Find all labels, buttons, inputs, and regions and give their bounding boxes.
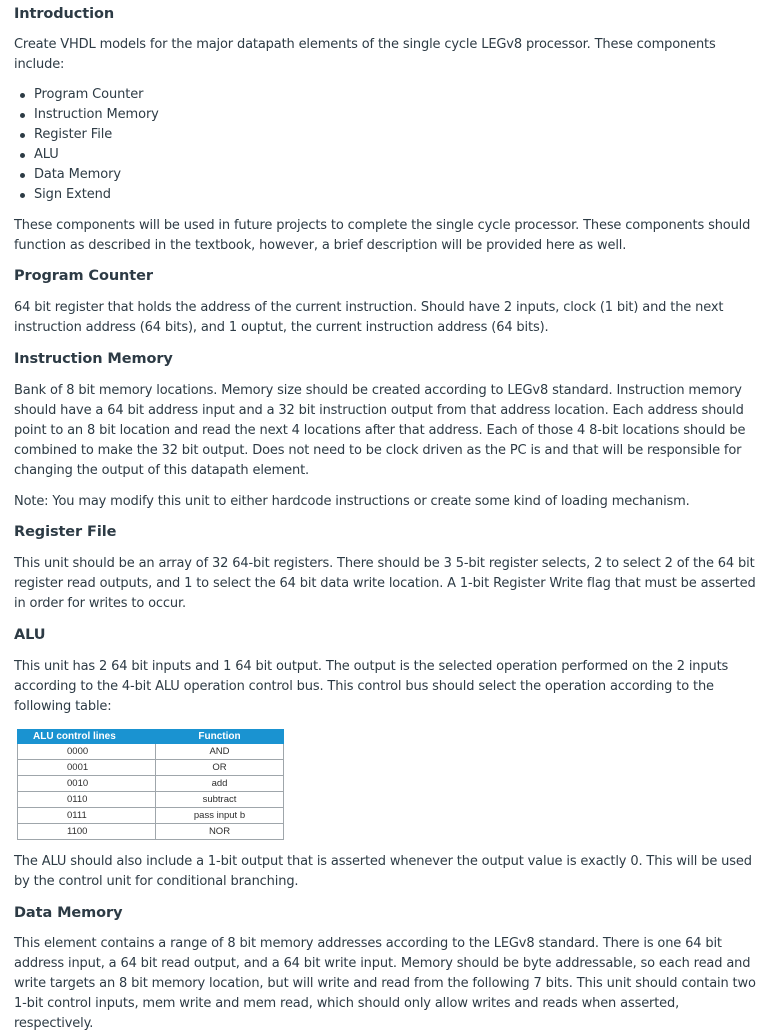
list-item: Sign Extend	[34, 185, 756, 205]
table-row	[18, 792, 284, 808]
table-cell-function: pass input b	[156, 808, 284, 824]
table-row	[18, 760, 284, 776]
table-cell-control: 1100	[18, 824, 156, 840]
table-row	[18, 824, 284, 840]
data-memory-heading: Data Memory	[14, 905, 123, 921]
register-file-heading: Register File	[14, 524, 117, 540]
table-cell-control: 0000	[18, 744, 156, 760]
table-cell-function: add	[156, 776, 284, 792]
data-memory-text: This element contains a range of 8 bit memory addresses according to the LEGv8 standard. There is one 64 bit address input, a 64 bit read output, and a 64 bit write input. Memory should be byte addressable, so each read and write targets an 8 bit memory location, but will write and read from the following 7 bits. This unit should contain two 1-bit control inputs, mem write and mem read, which should only allow writes and reads when asserted, respectively.	[14, 936, 756, 1031]
alu-text: This unit has 2 64 bit inputs and 1 64 bit output. The output is the selected operation performed on the 2 inputs according to the 4-bit ALU operation control bus. This control bus should select the operation according to the following table:	[14, 659, 729, 714]
table-cell-control: 0010	[18, 776, 156, 792]
instruction-memory-heading: Instruction Memory	[14, 351, 173, 367]
instruction-memory-note: Note: You may modify this unit to either hardcode instructions or create some kind of loading mechanism.	[14, 494, 690, 509]
list-item: Instruction Memory	[34, 105, 756, 125]
table-cell-function: subtract	[156, 792, 284, 808]
intro-text: Create VHDL models for the major datapath elements of the single cycle LEGv8 processor. These components include:	[14, 37, 716, 72]
table-row	[18, 776, 284, 792]
alu-zero-text: The ALU should also include a 1-bit output that is asserted whenever the output value is exactly 0. This will be used by the control unit for conditional branching.	[14, 854, 752, 889]
list-item: ALU	[34, 145, 756, 165]
table-header-control-lines: ALU control lines	[18, 730, 156, 744]
intro-closing: These components will be used in future projects to complete the single cycle processor. These components should function as described in the textbook, however, a brief description will be provided here as well.	[14, 218, 751, 253]
instruction-memory-text: Bank of 8 bit memory locations. Memory size should be created according to LEGv8 standard. Instruction memory should have a 64 bit address input and a 32 bit instruction output from that address location. Each address should point to an 8 bit location and read the next 4 locations after that address. Each of those 4 8-bit locations should be combined to make the 32 bit output. Does not need to be clock driven as the PC is and that will be responsible for changing the output of this datapath element.	[14, 383, 746, 478]
table-row	[18, 744, 284, 760]
intro-heading: Introduction	[14, 6, 115, 22]
register-file-text: This unit should be an array of 32 64-bit registers. There should be 3 5-bit register selects, 2 to select 2 of the 64 bit register read outputs, and 1 to select the 64 bit data write location. A 1-bit Register Write flag that must be asserted in order for writes to occur.	[14, 556, 756, 611]
table-row	[18, 808, 284, 824]
program-counter-text: 64 bit register that holds the address of the current instruction. Should have 2 inputs, clock (1 bit) and the next instruction address (64 bits), and 1 ouptut, the current instruction address (64 bits).	[14, 300, 724, 335]
table-header-function: Function	[156, 730, 284, 744]
list-item: Program Counter	[34, 85, 756, 105]
table-cell-control: 0001	[18, 760, 156, 776]
alu-control-table	[17, 729, 284, 840]
components-list	[14, 85, 756, 205]
table-cell-control: 0110	[18, 792, 156, 808]
table-cell-control: 0111	[18, 808, 156, 824]
table-cell-function: AND	[156, 744, 284, 760]
table-cell-function: OR	[156, 760, 284, 776]
table-cell-function: NOR	[156, 824, 284, 840]
list-item: Data Memory	[34, 165, 756, 185]
alu-heading: ALU	[14, 627, 46, 643]
program-counter-heading: Program Counter	[14, 268, 153, 284]
list-item: Register File	[34, 125, 756, 145]
